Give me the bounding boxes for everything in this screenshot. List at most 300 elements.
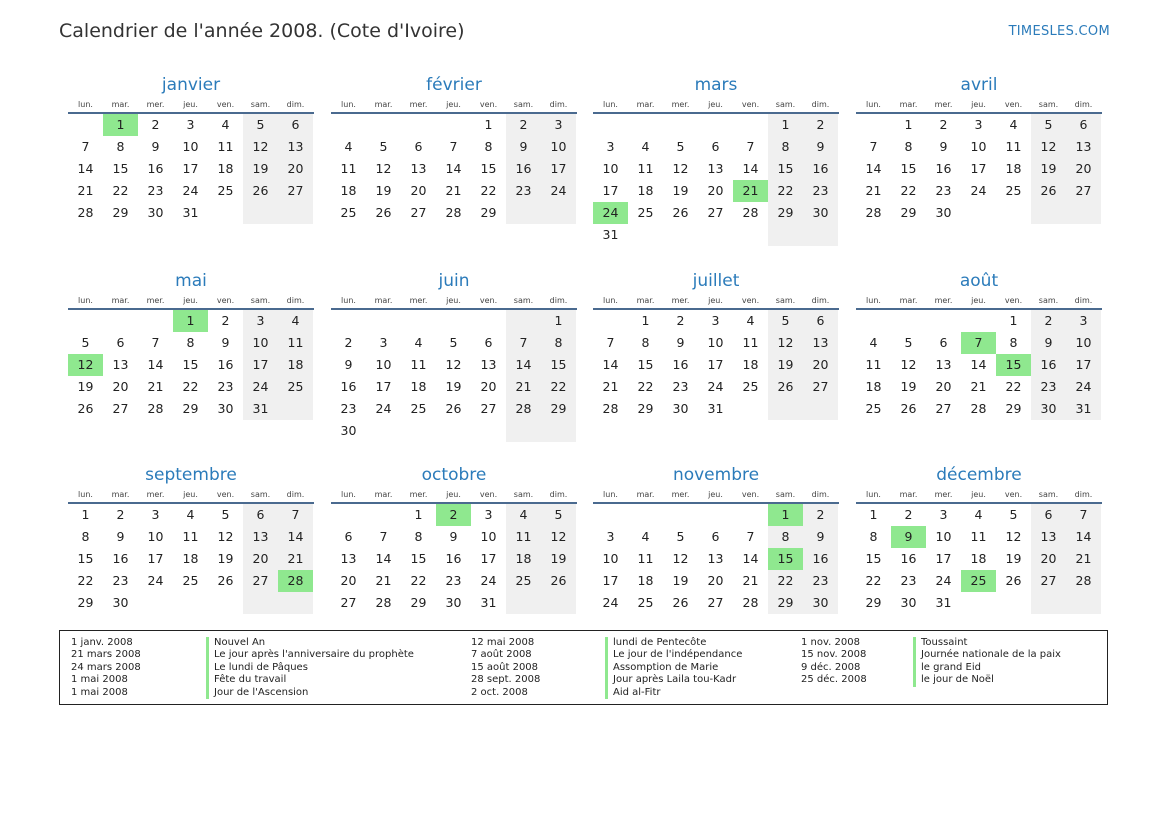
- day[interactable]: 15: [541, 354, 576, 376]
- day[interactable]: 6: [1031, 504, 1066, 526]
- day[interactable]: 16: [217, 357, 234, 372]
- day[interactable]: 25: [506, 570, 541, 592]
- day[interactable]: 17: [243, 354, 278, 376]
- day[interactable]: 5: [676, 139, 685, 154]
- day[interactable]: 2: [1031, 310, 1066, 332]
- day[interactable]: 23: [803, 570, 838, 592]
- day[interactable]: 11: [637, 551, 654, 566]
- day[interactable]: 25: [742, 379, 759, 394]
- day[interactable]: 27: [935, 401, 952, 416]
- day[interactable]: 30: [217, 401, 234, 416]
- day[interactable]: 4: [186, 507, 195, 522]
- day[interactable]: 28: [375, 595, 392, 610]
- day[interactable]: 7: [1066, 504, 1101, 526]
- day[interactable]: 26: [672, 205, 689, 220]
- day[interactable]: 15: [637, 357, 654, 372]
- day[interactable]: 2: [151, 117, 160, 132]
- day[interactable]: 6: [243, 504, 278, 526]
- day[interactable]: 6: [116, 335, 125, 350]
- day[interactable]: 13: [340, 551, 357, 566]
- day[interactable]: 3: [541, 114, 576, 136]
- day[interactable]: 22: [637, 379, 654, 394]
- day[interactable]: 25: [182, 573, 199, 588]
- day[interactable]: 10: [182, 139, 199, 154]
- day[interactable]: 2: [904, 507, 913, 522]
- day[interactable]: 13: [935, 357, 952, 372]
- holiday-day[interactable]: 1: [173, 310, 208, 332]
- day[interactable]: 4: [869, 335, 878, 350]
- holiday-day[interactable]: 12: [68, 354, 103, 376]
- day[interactable]: 31: [1066, 398, 1101, 420]
- day[interactable]: 2: [676, 313, 685, 328]
- day[interactable]: 30: [900, 595, 917, 610]
- day[interactable]: 3: [974, 117, 983, 132]
- day[interactable]: 14: [602, 357, 619, 372]
- day[interactable]: 5: [81, 335, 90, 350]
- day[interactable]: 28: [77, 205, 94, 220]
- day[interactable]: 16: [445, 551, 462, 566]
- day[interactable]: 14: [278, 526, 313, 548]
- day[interactable]: 3: [186, 117, 195, 132]
- day[interactable]: 22: [112, 183, 129, 198]
- day[interactable]: 20: [340, 573, 357, 588]
- day[interactable]: 23: [900, 573, 917, 588]
- day[interactable]: 19: [1031, 158, 1066, 180]
- day[interactable]: 9: [151, 139, 160, 154]
- day[interactable]: 26: [445, 401, 462, 416]
- day[interactable]: 5: [379, 139, 388, 154]
- day[interactable]: 18: [217, 161, 234, 176]
- day[interactable]: 7: [449, 139, 458, 154]
- day[interactable]: 3: [711, 313, 720, 328]
- day[interactable]: 6: [803, 310, 838, 332]
- holiday-day[interactable]: 1: [103, 114, 138, 136]
- day[interactable]: 3: [939, 507, 948, 522]
- day[interactable]: 12: [1005, 529, 1022, 544]
- day[interactable]: 13: [112, 357, 129, 372]
- day[interactable]: 11: [742, 335, 759, 350]
- day[interactable]: 17: [707, 357, 724, 372]
- day[interactable]: 10: [541, 136, 576, 158]
- day[interactable]: 30: [672, 401, 689, 416]
- day[interactable]: 14: [742, 161, 759, 176]
- day[interactable]: 29: [900, 205, 917, 220]
- day[interactable]: 22: [865, 573, 882, 588]
- day[interactable]: 21: [147, 379, 164, 394]
- day[interactable]: 22: [768, 570, 803, 592]
- day[interactable]: 8: [484, 139, 493, 154]
- day[interactable]: 18: [506, 548, 541, 570]
- day[interactable]: 13: [707, 551, 724, 566]
- day[interactable]: 1: [414, 507, 423, 522]
- day[interactable]: 27: [707, 205, 724, 220]
- day[interactable]: 14: [147, 357, 164, 372]
- day[interactable]: 7: [379, 529, 388, 544]
- day[interactable]: 27: [278, 180, 313, 202]
- day[interactable]: 28: [742, 205, 759, 220]
- day[interactable]: 25: [637, 595, 654, 610]
- day[interactable]: 18: [340, 183, 357, 198]
- day[interactable]: 24: [375, 401, 392, 416]
- day[interactable]: 5: [541, 504, 576, 526]
- day[interactable]: 31: [602, 227, 619, 242]
- day[interactable]: 17: [375, 379, 392, 394]
- day[interactable]: 2: [939, 117, 948, 132]
- day[interactable]: 20: [410, 183, 427, 198]
- day[interactable]: 15: [768, 158, 803, 180]
- day[interactable]: 20: [935, 379, 952, 394]
- day[interactable]: 30: [803, 202, 838, 224]
- day[interactable]: 11: [340, 161, 357, 176]
- day[interactable]: 10: [480, 529, 497, 544]
- day[interactable]: 4: [1009, 117, 1018, 132]
- day[interactable]: 12: [768, 332, 803, 354]
- day[interactable]: 19: [1005, 551, 1022, 566]
- day[interactable]: 28: [865, 205, 882, 220]
- day[interactable]: 31: [707, 401, 724, 416]
- day[interactable]: 23: [672, 379, 689, 394]
- day[interactable]: 8: [641, 335, 650, 350]
- day[interactable]: 20: [278, 158, 313, 180]
- day[interactable]: 29: [541, 398, 576, 420]
- day[interactable]: 9: [506, 136, 541, 158]
- day[interactable]: 24: [243, 376, 278, 398]
- day[interactable]: 28: [742, 595, 759, 610]
- day[interactable]: 17: [541, 158, 576, 180]
- day[interactable]: 29: [768, 202, 803, 224]
- day[interactable]: 19: [541, 548, 576, 570]
- day[interactable]: 12: [900, 357, 917, 372]
- day[interactable]: 2: [344, 335, 353, 350]
- day[interactable]: 20: [1031, 548, 1066, 570]
- day[interactable]: 18: [637, 183, 654, 198]
- day[interactable]: 26: [77, 401, 94, 416]
- day[interactable]: 11: [865, 357, 882, 372]
- day[interactable]: 4: [414, 335, 423, 350]
- day[interactable]: 21: [445, 183, 462, 198]
- day[interactable]: 19: [375, 183, 392, 198]
- holiday-day[interactable]: 2: [436, 504, 471, 526]
- day[interactable]: 17: [970, 161, 987, 176]
- day[interactable]: 2: [803, 114, 838, 136]
- day[interactable]: 3: [606, 139, 615, 154]
- day[interactable]: 26: [541, 570, 576, 592]
- day[interactable]: 29: [865, 595, 882, 610]
- day[interactable]: 30: [1031, 398, 1066, 420]
- day[interactable]: 12: [672, 551, 689, 566]
- day[interactable]: 16: [112, 551, 129, 566]
- day[interactable]: 22: [541, 376, 576, 398]
- day[interactable]: 14: [970, 357, 987, 372]
- day[interactable]: 20: [480, 379, 497, 394]
- day[interactable]: 5: [221, 507, 230, 522]
- day[interactable]: 16: [340, 379, 357, 394]
- day[interactable]: 3: [484, 507, 493, 522]
- day[interactable]: 18: [182, 551, 199, 566]
- day[interactable]: 31: [480, 595, 497, 610]
- day[interactable]: 3: [243, 310, 278, 332]
- holiday-day[interactable]: 15: [768, 548, 803, 570]
- day[interactable]: 13: [410, 161, 427, 176]
- day[interactable]: 2: [116, 507, 125, 522]
- day[interactable]: 9: [939, 139, 948, 154]
- day[interactable]: 5: [243, 114, 278, 136]
- day[interactable]: 30: [445, 595, 462, 610]
- day[interactable]: 8: [116, 139, 125, 154]
- day[interactable]: 17: [147, 551, 164, 566]
- day[interactable]: 13: [803, 332, 838, 354]
- day[interactable]: 22: [77, 573, 94, 588]
- day[interactable]: 11: [217, 139, 234, 154]
- day[interactable]: 8: [768, 136, 803, 158]
- day[interactable]: 28: [506, 398, 541, 420]
- day[interactable]: 2: [506, 114, 541, 136]
- day[interactable]: 18: [865, 379, 882, 394]
- day[interactable]: 18: [410, 379, 427, 394]
- day[interactable]: 14: [865, 161, 882, 176]
- day[interactable]: 4: [278, 310, 313, 332]
- day[interactable]: 11: [637, 161, 654, 176]
- day[interactable]: 26: [217, 573, 234, 588]
- day[interactable]: 27: [707, 595, 724, 610]
- day[interactable]: 8: [904, 139, 913, 154]
- holiday-day[interactable]: 7: [961, 332, 996, 354]
- day[interactable]: 1: [1009, 313, 1018, 328]
- day[interactable]: 3: [151, 507, 160, 522]
- day[interactable]: 7: [746, 139, 755, 154]
- day[interactable]: 27: [112, 401, 129, 416]
- day[interactable]: 29: [410, 595, 427, 610]
- day[interactable]: 13: [243, 526, 278, 548]
- day[interactable]: 7: [278, 504, 313, 526]
- day[interactable]: 10: [707, 335, 724, 350]
- site-link[interactable]: TIMESLES.COM: [1008, 24, 1110, 39]
- day[interactable]: 24: [935, 573, 952, 588]
- day[interactable]: 1: [904, 117, 913, 132]
- day[interactable]: 7: [81, 139, 90, 154]
- day[interactable]: 30: [147, 205, 164, 220]
- day[interactable]: 11: [278, 332, 313, 354]
- day[interactable]: 25: [278, 376, 313, 398]
- day[interactable]: 14: [506, 354, 541, 376]
- day[interactable]: 19: [768, 354, 803, 376]
- day[interactable]: 22: [182, 379, 199, 394]
- day[interactable]: 11: [970, 529, 987, 544]
- day[interactable]: 29: [480, 205, 497, 220]
- day[interactable]: 3: [379, 335, 388, 350]
- day[interactable]: 4: [641, 139, 650, 154]
- day[interactable]: 10: [935, 529, 952, 544]
- day[interactable]: 23: [112, 573, 129, 588]
- day[interactable]: 12: [1031, 136, 1066, 158]
- day[interactable]: 2: [803, 504, 838, 526]
- day[interactable]: 16: [803, 158, 838, 180]
- day[interactable]: 25: [217, 183, 234, 198]
- day[interactable]: 5: [768, 310, 803, 332]
- holiday-day[interactable]: 25: [961, 570, 996, 592]
- day[interactable]: 21: [865, 183, 882, 198]
- day[interactable]: 8: [869, 529, 878, 544]
- day[interactable]: 19: [243, 158, 278, 180]
- day[interactable]: 27: [480, 401, 497, 416]
- day[interactable]: 28: [970, 401, 987, 416]
- day[interactable]: 22: [768, 180, 803, 202]
- day[interactable]: 15: [865, 551, 882, 566]
- day[interactable]: 5: [1009, 507, 1018, 522]
- day[interactable]: 1: [81, 507, 90, 522]
- day[interactable]: 6: [1066, 114, 1101, 136]
- day[interactable]: 25: [865, 401, 882, 416]
- day[interactable]: 17: [935, 551, 952, 566]
- day[interactable]: 27: [243, 570, 278, 592]
- day[interactable]: 8: [768, 526, 803, 548]
- day[interactable]: 5: [676, 529, 685, 544]
- day[interactable]: 26: [243, 180, 278, 202]
- holiday-day[interactable]: 24: [593, 202, 628, 224]
- day[interactable]: 10: [375, 357, 392, 372]
- day[interactable]: 27: [340, 595, 357, 610]
- day[interactable]: 12: [541, 526, 576, 548]
- day[interactable]: 23: [445, 573, 462, 588]
- day[interactable]: 9: [676, 335, 685, 350]
- day[interactable]: 7: [151, 335, 160, 350]
- day[interactable]: 16: [803, 548, 838, 570]
- day[interactable]: 16: [935, 161, 952, 176]
- day[interactable]: 8: [414, 529, 423, 544]
- day[interactable]: 3: [606, 529, 615, 544]
- day[interactable]: 26: [1031, 180, 1066, 202]
- day[interactable]: 18: [278, 354, 313, 376]
- day[interactable]: 4: [344, 139, 353, 154]
- day[interactable]: 24: [147, 573, 164, 588]
- day[interactable]: 20: [112, 379, 129, 394]
- day[interactable]: 13: [1066, 136, 1101, 158]
- day[interactable]: 7: [746, 529, 755, 544]
- day[interactable]: 8: [81, 529, 90, 544]
- day[interactable]: 18: [742, 357, 759, 372]
- day[interactable]: 15: [900, 161, 917, 176]
- day[interactable]: 12: [217, 529, 234, 544]
- day[interactable]: 29: [77, 595, 94, 610]
- day[interactable]: 23: [217, 379, 234, 394]
- day[interactable]: 26: [672, 595, 689, 610]
- day[interactable]: 4: [974, 507, 983, 522]
- holiday-day[interactable]: 15: [996, 354, 1031, 376]
- day[interactable]: 19: [445, 379, 462, 394]
- day[interactable]: 21: [375, 573, 392, 588]
- day[interactable]: 27: [1066, 180, 1101, 202]
- day[interactable]: 3: [1066, 310, 1101, 332]
- day[interactable]: 11: [506, 526, 541, 548]
- day[interactable]: 23: [935, 183, 952, 198]
- day[interactable]: 18: [970, 551, 987, 566]
- day[interactable]: 10: [970, 139, 987, 154]
- day[interactable]: 16: [506, 158, 541, 180]
- day[interactable]: 4: [506, 504, 541, 526]
- day[interactable]: 9: [803, 526, 838, 548]
- day[interactable]: 21: [742, 573, 759, 588]
- day[interactable]: 29: [182, 401, 199, 416]
- day[interactable]: 5: [904, 335, 913, 350]
- day[interactable]: 28: [1066, 570, 1101, 592]
- day[interactable]: 10: [1066, 332, 1101, 354]
- day[interactable]: 29: [637, 401, 654, 416]
- day[interactable]: 17: [602, 573, 619, 588]
- day[interactable]: 22: [480, 183, 497, 198]
- day[interactable]: 23: [1031, 376, 1066, 398]
- day[interactable]: 12: [375, 161, 392, 176]
- day[interactable]: 25: [637, 205, 654, 220]
- day[interactable]: 8: [186, 335, 195, 350]
- day[interactable]: 31: [182, 205, 199, 220]
- day[interactable]: 20: [707, 573, 724, 588]
- day[interactable]: 6: [484, 335, 493, 350]
- day[interactable]: 24: [602, 595, 619, 610]
- day[interactable]: 2: [221, 313, 230, 328]
- day[interactable]: 19: [672, 573, 689, 588]
- day[interactable]: 13: [1031, 526, 1066, 548]
- day[interactable]: 16: [672, 357, 689, 372]
- day[interactable]: 15: [182, 357, 199, 372]
- day[interactable]: 19: [77, 379, 94, 394]
- day[interactable]: 26: [1005, 573, 1022, 588]
- day[interactable]: 28: [147, 401, 164, 416]
- day[interactable]: 8: [541, 332, 576, 354]
- day[interactable]: 11: [1005, 139, 1022, 154]
- day[interactable]: 6: [278, 114, 313, 136]
- day[interactable]: 22: [1005, 379, 1022, 394]
- day[interactable]: 30: [112, 595, 129, 610]
- day[interactable]: 26: [375, 205, 392, 220]
- day[interactable]: 15: [112, 161, 129, 176]
- day[interactable]: 20: [1066, 158, 1101, 180]
- day[interactable]: 7: [869, 139, 878, 154]
- day[interactable]: 27: [1031, 570, 1066, 592]
- day[interactable]: 5: [449, 335, 458, 350]
- day[interactable]: 11: [182, 529, 199, 544]
- day[interactable]: 24: [480, 573, 497, 588]
- day[interactable]: 18: [1005, 161, 1022, 176]
- day[interactable]: 23: [506, 180, 541, 202]
- day[interactable]: 23: [803, 180, 838, 202]
- day[interactable]: 25: [1005, 183, 1022, 198]
- day[interactable]: 14: [375, 551, 392, 566]
- day[interactable]: 13: [278, 136, 313, 158]
- day[interactable]: 9: [449, 529, 458, 544]
- day[interactable]: 25: [340, 205, 357, 220]
- day[interactable]: 14: [77, 161, 94, 176]
- day[interactable]: 17: [1066, 354, 1101, 376]
- day[interactable]: 15: [480, 161, 497, 176]
- day[interactable]: 22: [900, 183, 917, 198]
- day[interactable]: 6: [344, 529, 353, 544]
- day[interactable]: 31: [243, 398, 278, 420]
- day[interactable]: 24: [970, 183, 987, 198]
- day[interactable]: 5: [1031, 114, 1066, 136]
- day[interactable]: 9: [344, 357, 353, 372]
- day[interactable]: 14: [742, 551, 759, 566]
- day[interactable]: 7: [506, 332, 541, 354]
- day[interactable]: 20: [707, 183, 724, 198]
- day[interactable]: 29: [768, 592, 803, 614]
- day[interactable]: 21: [970, 379, 987, 394]
- day[interactable]: 17: [602, 183, 619, 198]
- day[interactable]: 16: [900, 551, 917, 566]
- day[interactable]: 12: [672, 161, 689, 176]
- day[interactable]: 8: [1009, 335, 1018, 350]
- day[interactable]: 19: [217, 551, 234, 566]
- day[interactable]: 10: [243, 332, 278, 354]
